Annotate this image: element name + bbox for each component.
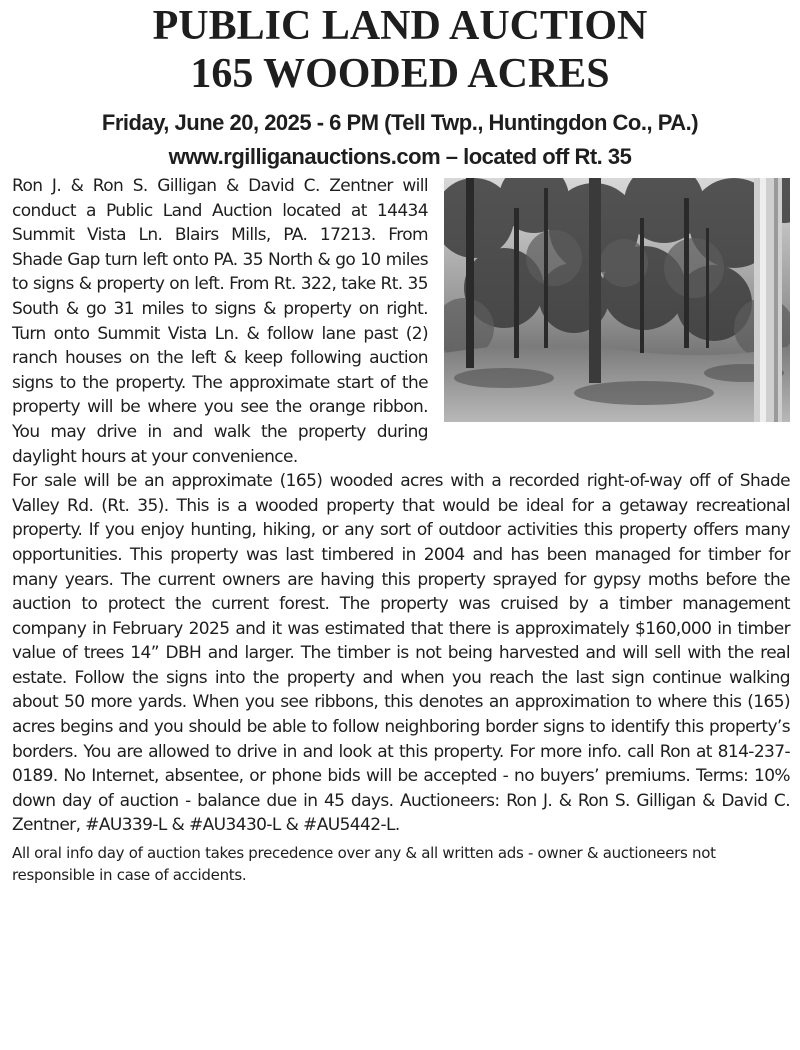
website-and-route: www.rgilliganauctions.com – located off Rt. 35 [168,144,632,169]
disclaimer-text: All oral info day of auction takes precedence over any & all written ads - owner & auctioneers not responsible in case of accidents. [12,844,716,885]
property-description-paragraph: For sale will be an approximate (165) wooded acres with a recorded right-of-way off of Shade Valley Rd. (Rt. 35). This is a wooded property that would be ideal for a getaway recreational property. If you enjoy hunting, hiking, or any sort of outdoor activities this property offers many opportunities. This property was last timbered in 2004 and has been managed for timber for many years. The current owners are having this property sprayed for gypsy moths before the auction to protect the current forest. The property was cruised by a timber management company in February 2025 and it was estimated that there is approximately $160,000 in timber value of trees 14” DBH and larger. The timber is not being harvested and will sell with the real estate. Follow the signs into the property and when you reach the last sign continue walking about 50 more yards. When you see ribbons, this denotes an approximation to where this (165) acres begins and you should be able to follow neighboring border signs to identify this property’s borders. You are allowed to drive in and look at this property. For more info. call Ron at 814-237-0189. No Internet, absentee, or phone bids will be accepted - no buyers’ premiums. Terms: 10% down day of auction - balance due in 45 days. Auctioneers: Ron J. & Ron S. Gilligan & David C. Zentner, #AU339-L & #AU3430-L & #AU5442-L. [12,471,790,836]
ad-body [0,174,800,838]
headline-line-2: 165 WOODED ACRES [190,51,610,97]
forest-image-icon [444,178,790,422]
wooded-forest-photo [444,178,790,422]
auction-date-location: Friday, June 20, 2025 - 6 PM (Tell Twp., Huntingdon Co., PA.) [101,110,699,135]
headline-line-1: PUBLIC LAND AUCTION [152,3,648,49]
directions-paragraph: Ron J. & Ron S. Gilligan & David C. Zentner will conduct a Public Land Auction located at 14434 Summit Vista Ln. Blairs Mills, PA. 17213. From Shade Gap turn left onto PA. 35 North & go 10 miles to signs & property on left. From Rt. 322, take Rt. 35 South & go 31 miles to signs & property on right. Turn onto Summit Vista Ln. & follow lane past (2) ranch houses on the left & keep following auction signs to the property. The approximate start of the property will be where you see the orange ribbon. You may drive in and walk the property during daylight hours at your convenience. [12,176,428,467]
